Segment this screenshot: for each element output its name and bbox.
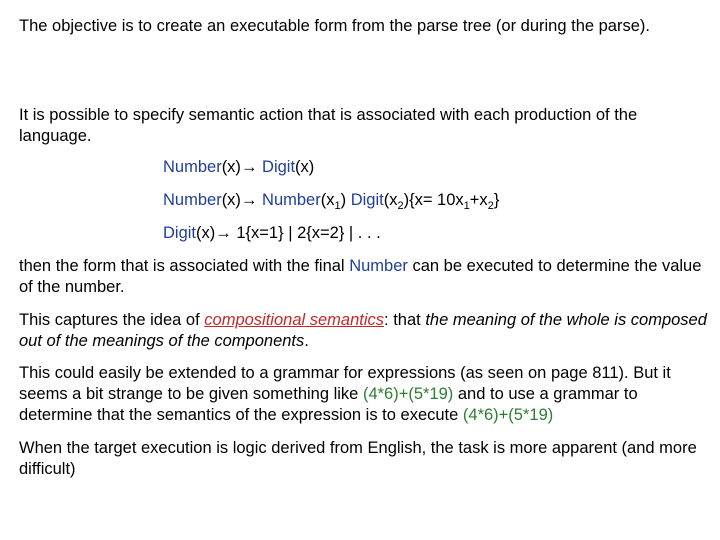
rule2-digit-close: ) <box>403 191 410 209</box>
p4-emphasis: the meaning of the whole is composed out of the meanings of the components <box>19 311 707 350</box>
rule2-lhs: Number <box>163 191 222 209</box>
paragraph-expressions <box>19 363 709 426</box>
rule1-rhs-arg: (x) <box>295 158 315 176</box>
rule2-sub4: 2 <box>487 200 494 212</box>
rule2-number-close: ) <box>340 191 351 209</box>
rule3-rest: 1{x=1} | 2{x=2} | . . . <box>236 224 381 242</box>
rule1-arrow: → <box>240 158 263 176</box>
rule2-number: Number <box>262 191 321 209</box>
rule3-lhs-arg: (x) <box>196 224 216 242</box>
rule2-action-b: +x <box>469 191 488 209</box>
rule2-sub1: 1 <box>334 200 341 212</box>
p5-expression-2: (4*6)+(5*19) <box>462 406 554 424</box>
grammar-rule-3 <box>163 223 381 244</box>
paragraph-objective: The objective is to create an executable form from the parse tree (or during the parse). <box>19 17 650 35</box>
paragraph-final-number <box>19 256 709 298</box>
rule2-digit: Digit <box>350 191 384 209</box>
rule2-lhs-arg: (x) <box>221 191 241 209</box>
p4-text-a: This captures the idea of <box>19 311 205 329</box>
paragraph-compositional <box>19 310 709 352</box>
p4-text-b: : that <box>384 311 426 329</box>
rule2-sub2: 2 <box>397 200 404 212</box>
rule1-lhs: Number <box>163 158 222 176</box>
p4-text-c: . <box>304 332 309 350</box>
grammar-rule-2 <box>163 190 499 211</box>
rule2-sub3: 1 <box>463 200 470 212</box>
rule2-action-a: {x= 10x <box>409 191 464 209</box>
p3-text-b: can be executed to determine the value of the number. <box>19 257 702 296</box>
p4-term: compositional semantics <box>204 311 385 329</box>
p5-text-b: and to use a grammar to determine that the semantics of the expression is to execute <box>19 385 638 424</box>
rule1-rhs: Digit <box>262 158 296 176</box>
p3-number-term: Number <box>349 257 408 275</box>
paragraph-semantic-action: It is possible to specify semantic action that is associated with each production of the language. <box>19 106 638 145</box>
rule3-arrow: → <box>215 224 237 242</box>
p5-text-a: This could easily be extended to a grammar for expressions (as seen on page 811). But it seems a bit strange to be given something like <box>19 364 671 403</box>
rule2-arrow: → <box>240 191 263 209</box>
rule2-digit-open: (x <box>383 191 398 209</box>
rule3-lhs: Digit <box>163 224 197 242</box>
p3-text-a: then the form that is associated with the final <box>19 257 350 275</box>
rule1-lhs-arg: (x) <box>221 158 241 176</box>
grammar-rule-1 <box>163 157 314 178</box>
p5-expression-1: (4*6)+(5*19) <box>362 385 454 403</box>
rule2-number-open: (x <box>320 191 335 209</box>
rule2-action-c: } <box>493 191 500 209</box>
paragraph-logic: When the target execution is logic derived from English, the task is more apparent (and more difficult) <box>19 439 697 478</box>
